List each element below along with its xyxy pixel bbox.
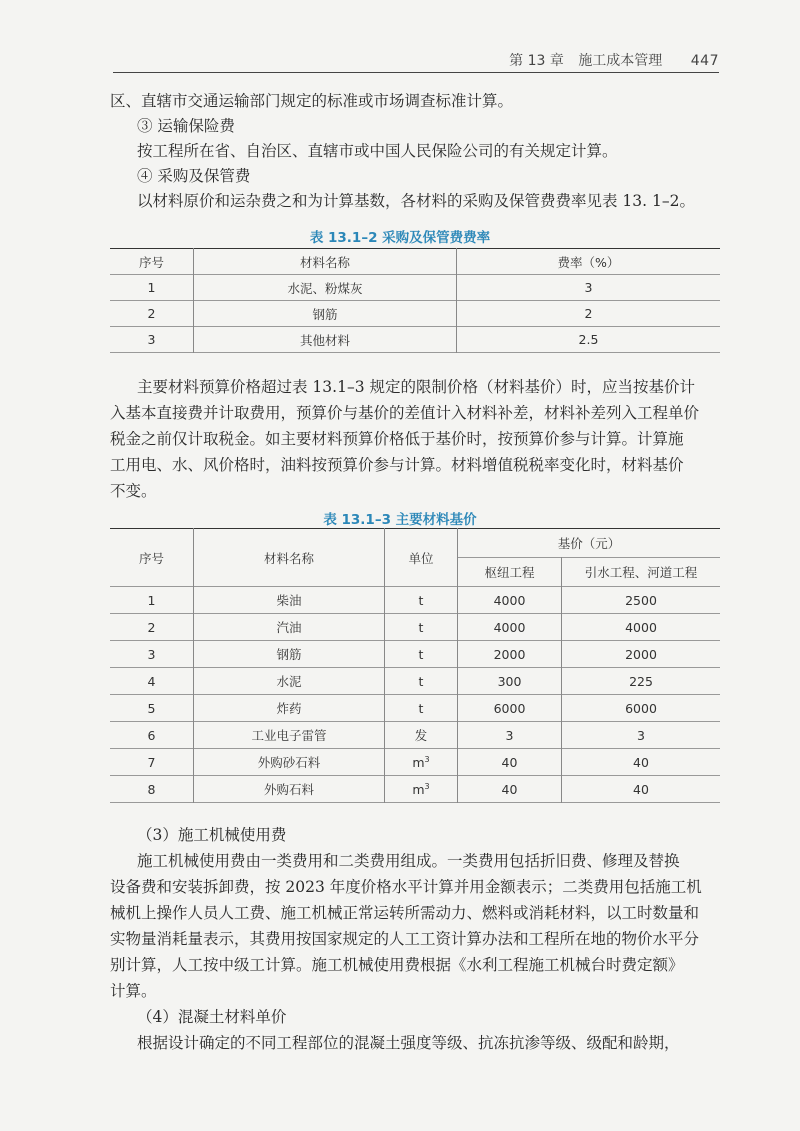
table-cell: 3 (147, 332, 156, 347)
header-cell: 费率（%） (457, 249, 721, 275)
unit-text: t (418, 646, 424, 662)
unit-text: m (412, 781, 425, 797)
list-heading: ④ 采购及保管费 (137, 167, 251, 185)
table-cell: 300 (458, 668, 562, 695)
table-row (110, 641, 720, 668)
material-base-price-table (110, 528, 720, 803)
table-cell: 225 (562, 668, 721, 695)
unit-superscript: 3 (424, 754, 430, 764)
table-cell (385, 722, 458, 749)
table-cell: 4000 (458, 587, 562, 614)
table-cell: 8 (147, 781, 156, 797)
paragraph-line: 工用电、水、风价格时，油料按预算价参与计算。材料增值税税率变化时，材料基价 (110, 456, 684, 474)
header-cell: 序号 (138, 550, 164, 566)
table-cell: 外购砂石料 (194, 749, 385, 776)
table-cell: 3 (458, 722, 562, 749)
table-cell: 5 (147, 700, 156, 716)
table-row (110, 695, 720, 722)
paragraph-line: 主要材料预算价格超过表 13.1–3 规定的限制价格（材料基价）时，应当按基价计 (137, 378, 695, 396)
section-heading: （4）混凝土材料单价 (137, 1008, 287, 1026)
table-cell: 炸药 (194, 695, 385, 722)
table-cell: 汽油 (194, 614, 385, 641)
table-cell: 40 (562, 749, 721, 776)
header-cell: 材料名称 (194, 529, 385, 587)
table-cell: 1 (147, 280, 156, 295)
paragraph-line: 根据设计确定的不同工程部位的混凝土强度等级、抗冻抗渗等级、级配和龄期， (137, 1034, 680, 1052)
table-cell (385, 614, 458, 641)
unit-text: m (412, 754, 425, 770)
table-cell: 柴油 (194, 587, 385, 614)
chapter-number: 第 13 章 (509, 53, 564, 69)
table-row (110, 275, 720, 301)
table-cell: 40 (458, 749, 562, 776)
running-header (113, 50, 719, 73)
list-heading: ③ 运输保险费 (137, 117, 235, 135)
unit-text: t (418, 619, 424, 635)
table-cell: 3 (562, 722, 721, 749)
table-cell: 2000 (562, 641, 721, 668)
paragraph-line: 以材料原价和运杂费之和为计算基数，各材料的采购及保管费费率见表 13. 1–2。 (137, 192, 695, 210)
header-group-cell: 基价（元） (458, 529, 721, 558)
table-row (110, 749, 720, 776)
unit-text: t (418, 700, 424, 716)
table-cell: 2 (147, 619, 156, 635)
table-row (110, 327, 720, 353)
paragraph-line: 实物量消耗量表示，其费用按国家规定的人工工资计算办法和工程所在地的物价水平分 (110, 930, 700, 948)
unit-text: t (418, 673, 424, 689)
table-cell: 2 (457, 301, 721, 327)
unit-text: 发 (414, 728, 428, 743)
table-cell: 钢筋 (194, 641, 385, 668)
table-cell: 水泥、粉煤灰 (194, 275, 457, 301)
table-cell: 4000 (458, 614, 562, 641)
table-cell: 6000 (458, 695, 562, 722)
table-caption: 表 13.1–3 主要材料基价 (323, 512, 477, 528)
table-cell: 钢筋 (194, 301, 457, 327)
paragraph-line: 计算。 (110, 982, 157, 1000)
table-row (110, 301, 720, 327)
header-cell: 枢纽工程 (458, 558, 562, 587)
table-cell (385, 776, 458, 803)
table-cell: 6 (147, 727, 156, 743)
unit-superscript: 3 (424, 781, 430, 791)
table-cell (385, 695, 458, 722)
paragraph-line: 械机上操作人员人工费、施工机械正常运转所需动力、燃料或消耗材料，以工时数量和 (110, 904, 700, 922)
header-cell: 序号 (138, 254, 164, 270)
table-cell: 2 (147, 306, 156, 321)
paragraph-line: 税金之前仅计取税金。如主要材料预算价格低于基价时，按预算价参与计算。计算施 (110, 430, 684, 448)
table-cell: 水泥 (194, 668, 385, 695)
table-cell: 40 (562, 776, 721, 803)
fee-rate-table (110, 248, 720, 353)
header-cell: 引水工程、河道工程 (562, 558, 721, 587)
table-cell: 3 (147, 646, 156, 662)
paragraph-line: 别计算，人工按中级工计算。施工机械使用费根据《水利工程施工机械台时费定额》 (110, 956, 684, 974)
table-cell: 工业电子雷管 (194, 722, 385, 749)
paragraph-line: 区、直辖市交通运输部门规定的标准或市场调查标准计算。 (110, 92, 514, 110)
table-cell (385, 587, 458, 614)
table-cell: 6000 (562, 695, 721, 722)
paragraph-line: 施工机械使用费由一类费用和二类费用组成。一类费用包括折旧费、修理及替换 (137, 852, 680, 870)
table-cell (385, 668, 458, 695)
chapter-title: 施工成本管理 (578, 53, 663, 69)
header-cell: 材料名称 (194, 249, 457, 275)
table-row (110, 614, 720, 641)
table-cell: 4 (147, 673, 156, 689)
table-cell: 40 (458, 776, 562, 803)
table-cell: 外购石料 (194, 776, 385, 803)
table-cell: 3 (457, 275, 721, 301)
paragraph-line: 按工程所在省、自治区、直辖市或中国人民保险公司的有关规定计算。 (137, 142, 618, 160)
paragraph-line: 设备费和安装拆卸费，按 2023 年度价格水平计算并用金额表示；二类费用包括施工机 (110, 878, 702, 896)
table-row (110, 722, 720, 749)
table-row (110, 668, 720, 695)
paragraph-line: 不变。 (110, 482, 157, 500)
paragraph-line: 入基本直接费并计取费用，预算价与基价的差值计入材料补差，材料补差列入工程单价 (110, 404, 700, 422)
section-heading: （3）施工机械使用费 (137, 826, 287, 844)
table-header-row (110, 529, 720, 558)
table-cell: 7 (147, 754, 156, 770)
table-caption: 表 13.1–2 采购及保管费费率 (309, 230, 491, 246)
table-row (110, 776, 720, 803)
page-number: 447 (690, 53, 719, 69)
table-cell (385, 749, 458, 776)
table-cell: 2500 (562, 587, 721, 614)
table-cell: 其他材料 (194, 327, 457, 353)
table-cell: 1 (147, 592, 156, 608)
table-header-row (110, 249, 720, 275)
table-cell (385, 641, 458, 668)
table-cell: 4000 (562, 614, 721, 641)
header-cell: 单位 (385, 529, 458, 587)
unit-text: t (418, 592, 424, 608)
table-cell: 2.5 (457, 327, 721, 353)
table-row (110, 587, 720, 614)
table-cell: 2000 (458, 641, 562, 668)
